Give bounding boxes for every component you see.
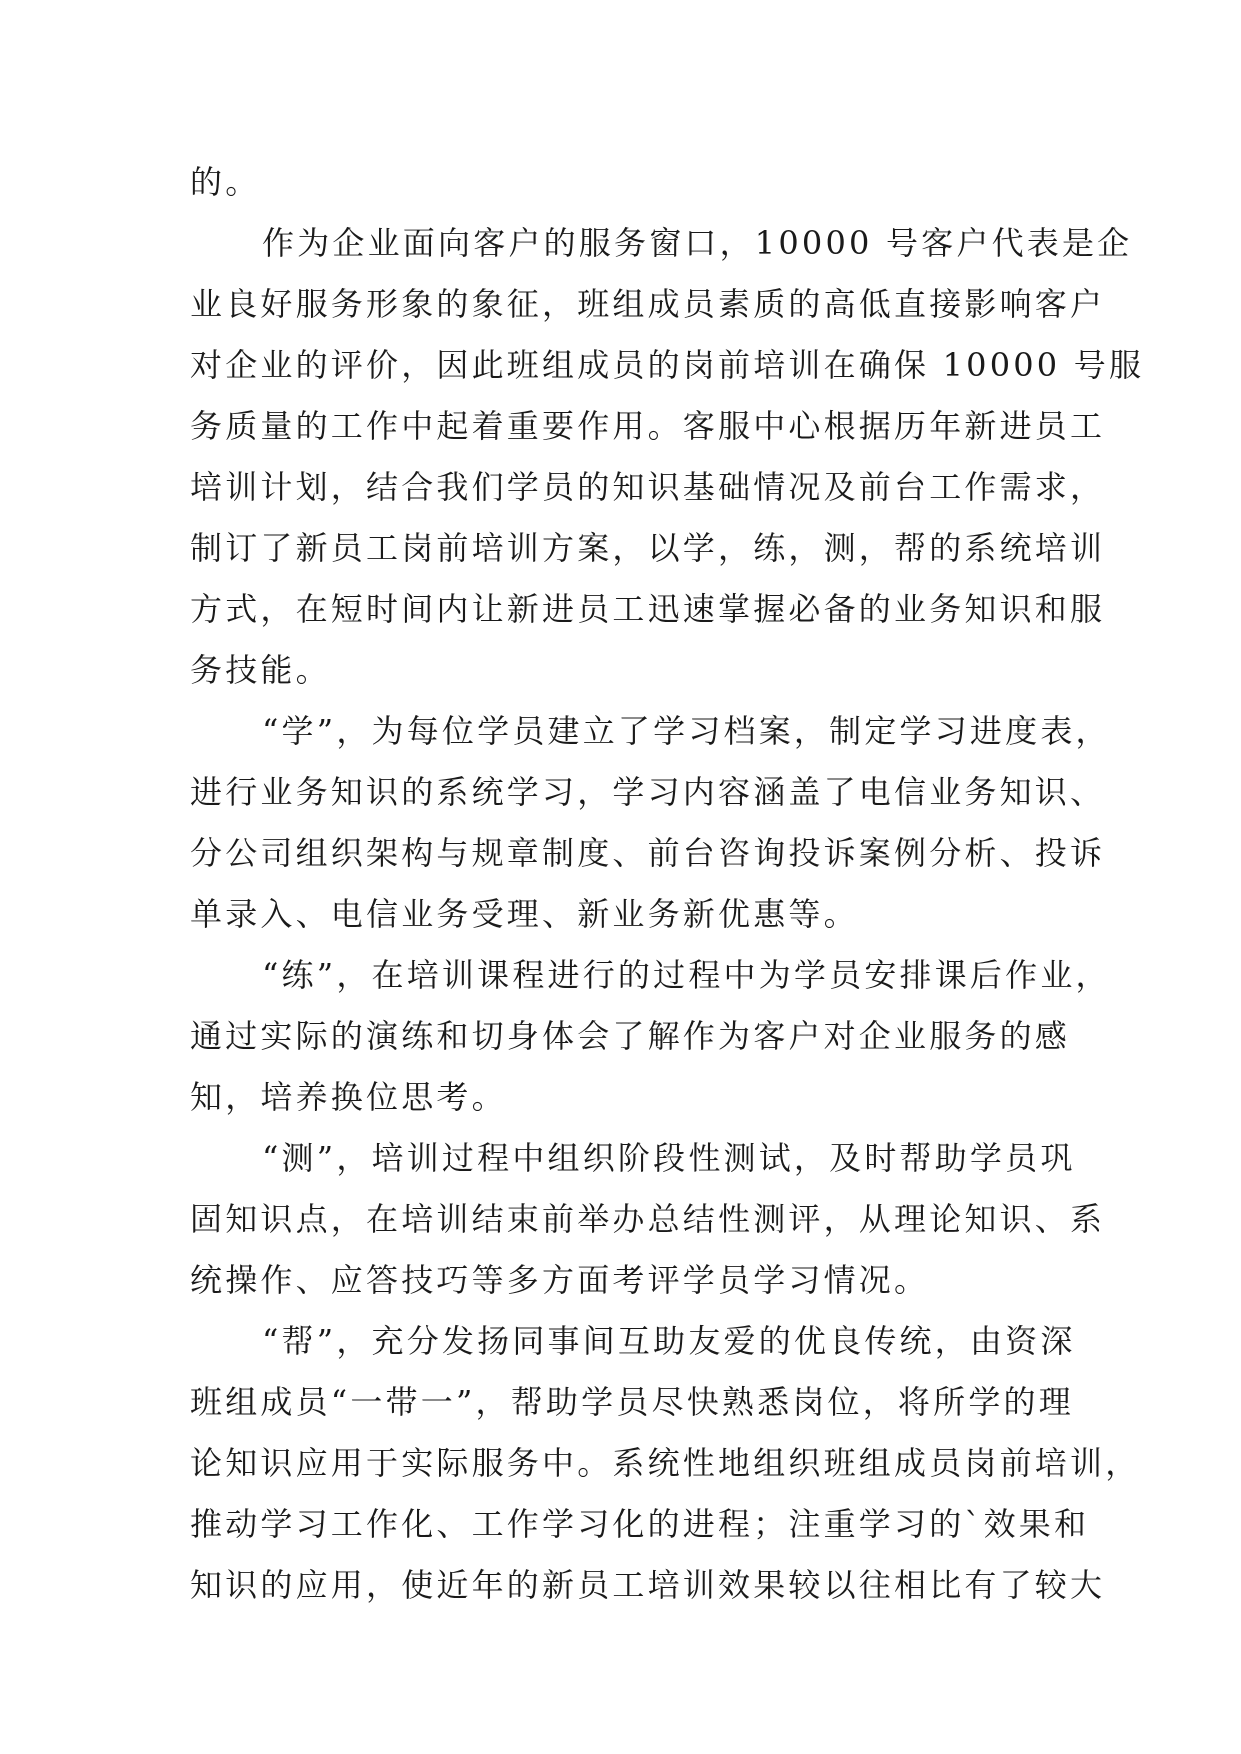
paragraph-first-line: “练”，在培训课程进行的过程中为学员安排课后作业， [262, 956, 1111, 994]
text-line: 的。 [190, 163, 261, 201]
text-line: 务质量的工作中起着重要作用。客服中心根据历年新进员工 [190, 407, 1106, 445]
text-line: 方式，在短时间内让新进员工迅速掌握必备的业务知识和服 [190, 590, 1106, 628]
text-line: 培训计划，结合我们学员的知识基础情况及前台工作需求， [190, 468, 1106, 506]
text-line: 班组成员“一带一”，帮助学员尽快熟悉岗位，将所学的理 [190, 1383, 1074, 1421]
text-line: 知，培养换位思考。 [190, 1078, 507, 1116]
text-line: 论知识应用于实际服务中。系统性地组织班组成员岗前培训， [190, 1444, 1141, 1482]
paragraph-first-line: 作为企业面向客户的服务窗口，10000 号客户代表是企 [262, 224, 1133, 262]
text-line: 通过实际的演练和切身体会了解作为客户对企业服务的感 [190, 1017, 1071, 1055]
paragraph-first-line: “学”，为每位学员建立了学习档案，制定学习进度表， [262, 712, 1111, 750]
text-line: 知识的应用，使近年的新员工培训效果较以往相比有了较大 [190, 1566, 1106, 1604]
text-line: 制订了新员工岗前培训方案，以学，练，测，帮的系统培训 [190, 529, 1106, 567]
paragraph-first-line: “帮”，充分发扬同事间互助友爱的优良传统，由资深 [262, 1322, 1076, 1360]
text-line: 固知识点，在培训结束前举办总结性测评，从理论知识、系 [190, 1200, 1106, 1238]
text-line: 推动学习工作化、工作学习化的进程；注重学习的`效果和 [190, 1505, 1090, 1543]
text-line: 务技能。 [190, 651, 331, 689]
body-text [190, 152, 1145, 1616]
text-line: 进行业务知识的系统学习，学习内容涵盖了电信业务知识、 [190, 773, 1106, 811]
text-line: 分公司组织架构与规章制度、前台咨询投诉案例分析、投诉 [190, 834, 1106, 872]
text-line: 统操作、应答技巧等多方面考评学员学习情况。 [190, 1261, 930, 1299]
paragraph-first-line: “测”，培训过程中组织阶段性测试，及时帮助学员巩 [262, 1139, 1076, 1177]
text-line: 业良好服务形象的象征，班组成员素质的高低直接影响客户 [190, 285, 1106, 323]
text-line: 对企业的评价，因此班组成员的岗前培训在确保 10000 号服 [190, 346, 1145, 384]
text-line: 单录入、电信业务受理、新业务新优惠等。 [190, 895, 859, 933]
